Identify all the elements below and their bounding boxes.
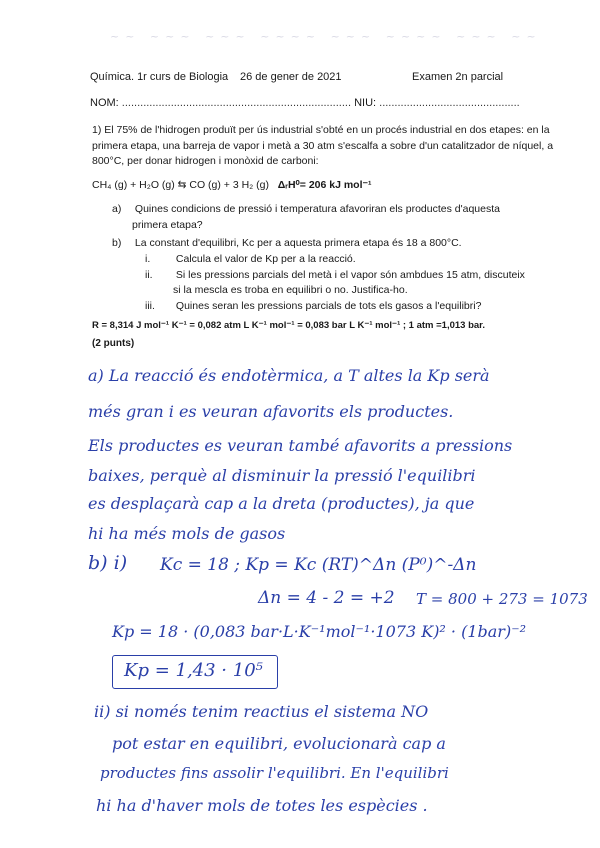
question-a-text: Quines condicions de pressió i temperatura afavoriran els productes d'aquesta: [134, 203, 500, 215]
question-a-text-cont: primera etapa?: [132, 219, 203, 231]
constants-line: R = 8,314 J mol⁻¹ K⁻¹ = 0,082 atm L K⁻¹ mol⁻¹ = 0,083 bar L K⁻¹ mol⁻¹ ; 1 atm =1,013 bar.: [92, 320, 485, 331]
question-b-ii-text: Si les pressions parcials del metà i el vapor són ambdues 15 atm, discuteix: [175, 269, 525, 281]
question-b-i-label: i.: [145, 253, 151, 265]
exam-date: 26 de gener de 2021: [240, 71, 342, 83]
niu-label: NIU:: [354, 97, 377, 109]
question-b-i: [145, 252, 565, 268]
exam-title: Examen 2n parcial: [412, 71, 504, 83]
question-b: [112, 236, 552, 252]
question-b-iii: [145, 299, 565, 315]
reaction-equation: [92, 178, 582, 194]
answer-b-formula: Kc = 18 ; Kp = Kc (RT)^Δn (P⁰)^-Δn: [160, 555, 477, 575]
nom-field[interactable]: ...........................................................................: [121, 97, 352, 109]
answer-delta-n: Δn = 4 - 2 = +2: [258, 588, 395, 608]
answer-a-line-5: es desplaçarà cap a la dreta (productes), ja que: [88, 494, 475, 513]
answer-a-line-1: a) La reacció és endotèrmica, a T altes la Kp serà: [88, 366, 490, 385]
nom-label: NOM:: [90, 97, 119, 109]
faint-bleedthrough-text: ~~ ~~~ ~~~ ~~~~ ~~~ ~~~~ ~~~ ~~: [110, 30, 542, 43]
question-b-iii-text: Quines seran les pressions parcials de tots els gasos a l'equilibri?: [175, 300, 482, 312]
question-b-text: La constant d'equilibri, Kc per a aquesta primera etapa és 18 a 800°C.: [134, 237, 462, 249]
niu-field[interactable]: ..............................................: [379, 97, 520, 109]
question-b-iii-label: iii.: [145, 300, 155, 312]
question-b-ii: [145, 268, 565, 284]
answer-a-line-4: baixes, perquè al disminuir la pressió l'equilibri: [88, 466, 476, 485]
answer-kp-calculation: Kp = 18 · (0,083 bar·L·K⁻¹mol⁻¹·1073 K)² · (1bar)⁻²: [112, 622, 527, 641]
question-b-i-text: Calcula el valor de Kp per a la reacció.: [175, 253, 356, 265]
equation-text: CH₄ (g) + H₂O (g) ⇆ CO (g) + 3 H₂ (g): [92, 179, 270, 191]
answer-temperature: T = 800 + 273 = 1073: [416, 590, 588, 608]
answer-ii-line-1: ii) si només tenim reactius el sistema NO: [94, 702, 429, 721]
points-label: (2 punts): [92, 338, 135, 349]
answer-kp-result: Kp = 1,43 · 10⁵: [124, 660, 263, 681]
question-intro: 1) El 75% de l'hidrogen produït per ús industrial s'obté en un procés industrial en dos etapes: en la primera etapa, una barreja de vapor i metà a 30 atm s'escalfa a sobre d'un catalitzador de níquel, a 800°C, per donar hidrogen i monòxid de carboni:: [92, 124, 554, 167]
enthalpy-value: ΔᵣH⁰= 206 kJ mol⁻¹: [277, 179, 372, 191]
question-b-label: b): [112, 237, 122, 249]
name-row: [90, 97, 560, 109]
answer-b-label: b) i): [88, 552, 128, 574]
answer-ii-line-3: productes fins assolir l'equilibri. En l'equilibri: [100, 764, 449, 782]
answer-ii-line-2: pot estar en equilibri, evolucionarà cap a: [112, 734, 446, 753]
course-title: Química. 1r curs de Biologia: [90, 71, 229, 83]
question-a-label: a): [112, 203, 122, 215]
question-b-ii-text-cont: si la mescla es troba en equilibri o no. Justifica-ho.: [173, 284, 408, 296]
question-b-ii-label: ii.: [145, 269, 153, 281]
answer-a-line-6: hi ha més mols de gasos: [88, 524, 286, 543]
answer-a-line-3: Els productes es veuran també afavorits a pressions: [88, 436, 513, 455]
answer-a-line-2: més gran i es veuran afavorits els productes.: [88, 402, 454, 421]
answer-ii-line-4: hi ha d'haver mols de totes les espècies .: [96, 796, 428, 815]
question-a: [112, 202, 552, 218]
